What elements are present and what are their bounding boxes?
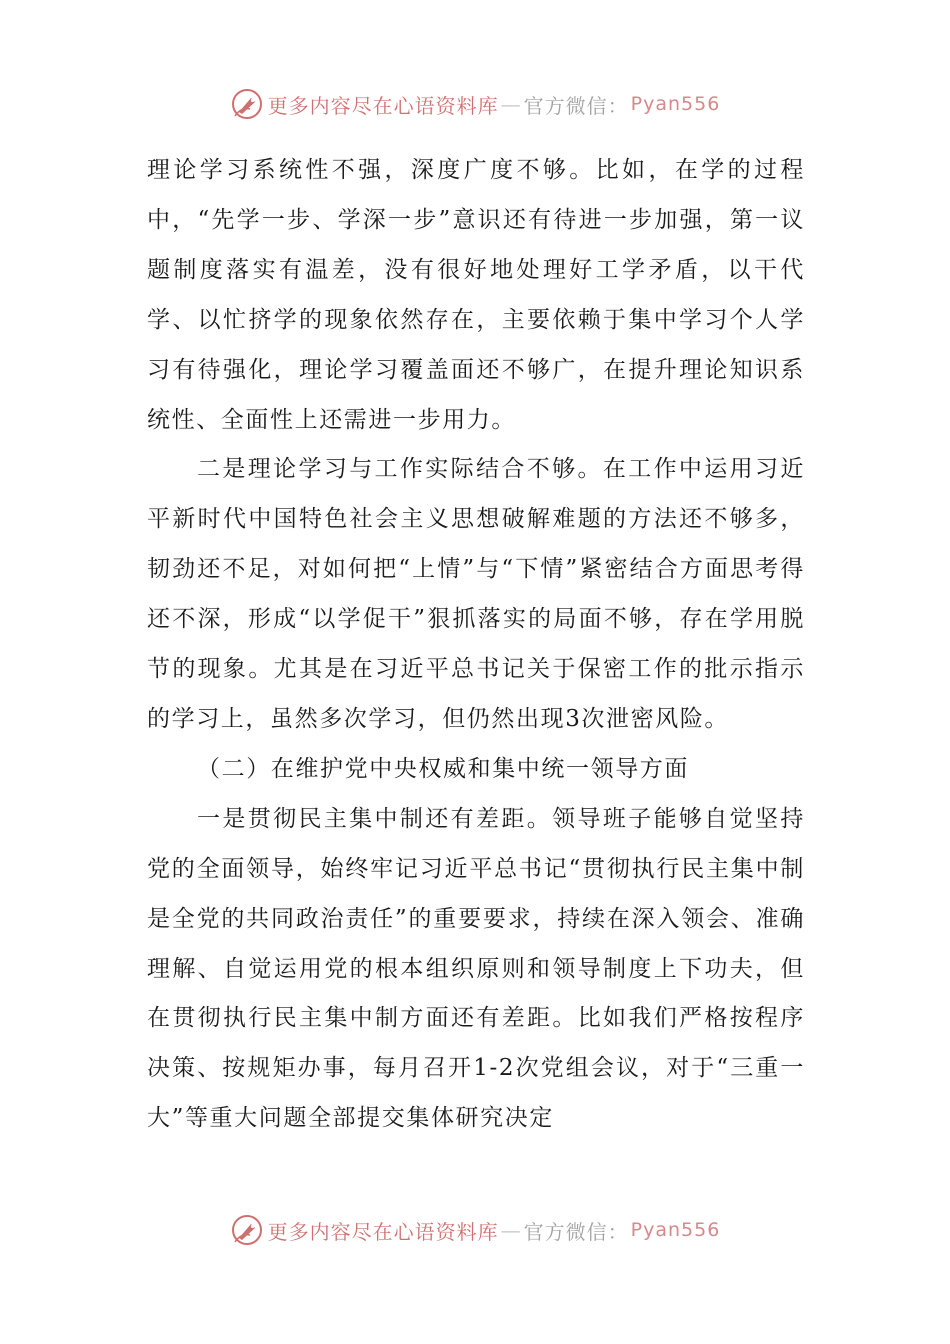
paragraph-theory-practice: 二是理论学习与工作实际结合不够。在工作中运用习近平新时代中国特色社会主义思想破解难题的方法还不够多，韧劲还不足，对如何把“上情”与“下情”紧密结合方面思考得还不深，形成“以学促干”狠抓落实的局面不够，存在学用脱节的现象。尤其是在习近平总书记关于保密工作的批示指示的学习上，虽然多次学习，但仍然出现3次泄密风险。: [147, 456, 805, 732]
footer-watermark: [0, 1210, 950, 1250]
watermark-label: 官方微信：: [523, 93, 629, 118]
paragraph-democratic-centralism: 一是贯彻民主集中制还有差距。领导班子能够自觉坚持党的全面领导，始终牢记习近平总书记“贯彻执行民主集中制是全党的共同政治责任”的重要要求，持续在深入领会、准确理解、自觉运用党的根本组织原则和领导制度上下功夫，但在贯彻执行民主集中制方面还有差距。比如我们严格按程序决策、按规矩办事，每月召开1-2次党组会议，对于“三重一大”等重大问题全部提交集体研究决定: [147, 805, 805, 1132]
watermark-wechat-id: Pyan556: [630, 1219, 721, 1241]
pen-nib-logo-icon: [230, 87, 264, 121]
document-body: [147, 146, 805, 1144]
watermark-label: 官方微信：: [523, 1219, 629, 1244]
watermark-brand: 更多内容尽在心语资料库: [267, 93, 499, 118]
watermark-brand: 更多内容尽在心语资料库: [267, 1219, 499, 1244]
watermark-wechat-id: Pyan556: [630, 93, 721, 115]
watermark-separator: —: [500, 92, 522, 116]
paragraph-continuation: 理论学习系统性不强，深度广度不够。比如，在学的过程中，“先学一步、学深一步”意识还有待进一步加强，第一议题制度落实有温差，没有很好地处理好工学矛盾，以干代学、以忙挤学的现象依然存在，主要依赖于集中学习个人学习有待强化，理论学习覆盖面还不够广，在提升理论知识系统性、全面性上还需进一步用力。: [147, 157, 805, 433]
header-watermark: [0, 84, 950, 124]
pen-nib-logo-icon: [230, 1213, 264, 1247]
section-heading: （二）在维护党中央权威和集中统一领导方面: [197, 755, 689, 782]
watermark-separator: —: [500, 1218, 522, 1242]
